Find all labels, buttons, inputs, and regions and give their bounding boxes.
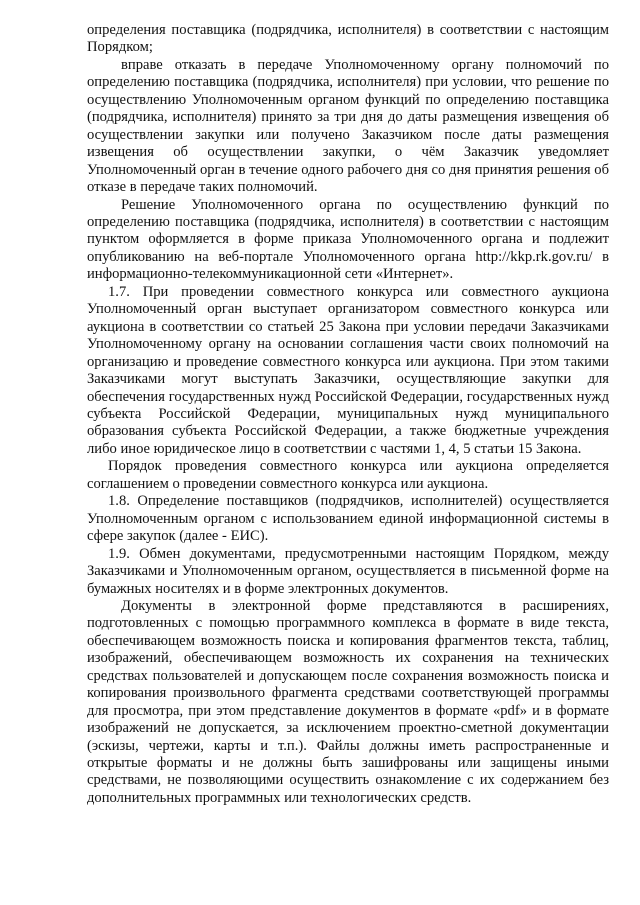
paragraph-1-7: 1.7. При проведении совместного конкурса или совместного аукциона Уполномоченный орган выступает организатором совместного конкурса или аукциона в соответствии со статьей 25 Закона при условии передачи Заказчиками Уполномоченному органу на основании соглашения части своих полномочий на организацию и проведение совместного конкурса или аукциона. При этом такими Заказчиками могут выступать Заказчики, осуществляющие закупки для обеспечения государственных нужд Российской Федерации, государственных нужд субъекта Российской Федерации, муниципальных нужд муниципального образования субъекта Российской Федерации, а также бюджетные учреждения либо иное юридическое лицо в соответствии с частями 1, 4, 5 статьи 15 Закона.	[87, 283, 609, 457]
paragraph-decision: Решение Уполномоченного органа по осуществлению функций по определению поставщика (подрядчика, исполнителя) в соответствии с настоящим пунктом оформляется в форме приказа Уполномоченного органа и подлежит опубликованию на веб-портале Уполномоченного органа http://kkp.rk.gov.ru/ в информационно-телекоммуникационной сети «Интернет».	[87, 196, 609, 283]
paragraph-electronic-docs: Документы в электронной форме представляются в расширениях, подготовленных с помощью программного комплекса в формате в виде текста, обеспечивающем возможность поиска и копирования фрагментов текста, таблиц, изображений, обеспечивающем возможность их сохранения на технических средствах пользователей и допускающем после сохранения возможность поиска и копирования произвольного фрагмента средствами соответствующей программы для просмотра, при этом представление документов в формате «pdf» и в формате изображений не допускается, за исключением проектно-сметной документации (эскизы, чертежи, карты и т.п.). Файлы должны иметь распространенные и открытые форматы и не должны быть зашифрованы или защищены иными средствами, не позволяющими осуществить ознакомление с их содержанием без дополнительных программных или технологических средств.	[87, 597, 609, 806]
document-page	[87, 22, 609, 807]
paragraph-1-9: 1.9. Обмен документами, предусмотренными настоящим Порядком, между Заказчиками и Уполномоченным органом, осуществляется в письменной форме на бумажных носителях и в форме электронных документов.	[87, 545, 609, 597]
paragraph-refusal-right: вправе отказать в передаче Уполномоченному органу полномочий по определению поставщика (подрядчика, исполнителя) при условии, что решение по осуществлению Уполномоченным органом функций по определению поставщика (подрядчика, исполнителя) принято за три дня до даты размещения извещения об осуществлении закупки или получено Заказчиком после даты размещения извещения об осуществлении закупки, о чём Заказчик уведомляет Уполномоченный орган в течение одного рабочего дня со дня принятия решения об отказе в передаче таких полномочий.	[87, 56, 609, 196]
paragraph-1-8: 1.8. Определение поставщиков (подрядчиков, исполнителей) осуществляется Уполномоченным органом с использованием единой информационной системы в сфере закупок (далее - ЕИС).	[87, 493, 609, 545]
paragraph-continuation: определения поставщика (подрядчика, исполнителя) в соответствии с настоящим Порядком;	[87, 22, 609, 56]
paragraph-joint-procedure: Порядок проведения совместного конкурса или аукциона определяется соглашением о проведении совместного конкурса или аукциона.	[87, 458, 609, 492]
